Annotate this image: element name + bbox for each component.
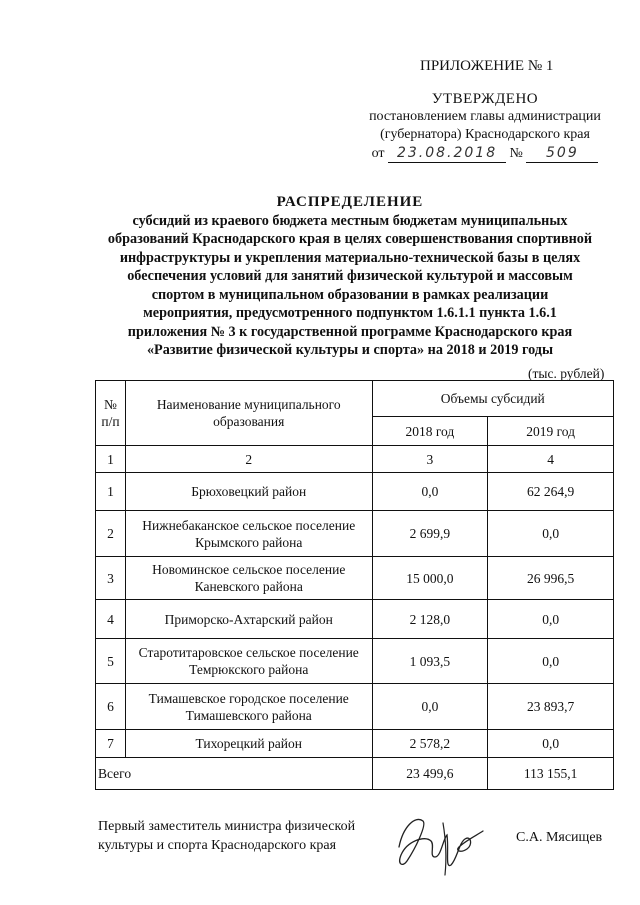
approval-block [355,90,615,163]
header-num: № п/п [96,381,126,446]
row-2019: 26 996,5 [488,557,614,600]
column-number: 1 [96,446,126,473]
row-2019: 23 893,7 [488,684,614,730]
approval-date: 23.08.2018 [388,144,506,163]
column-numbers-row [96,446,614,473]
column-number: 4 [488,446,614,473]
total-label: Всего [96,758,373,790]
approval-line-2: (губернатора) Краснодарского края [380,127,590,142]
row-2018: 0,0 [372,473,488,511]
signatory-position [98,817,355,855]
heading-line: субсидий из краевого бюджета местным бюджетам муниципальных [132,212,568,229]
table-row [96,684,614,730]
heading-line: спортом в муниципальном образовании в рамках реализации [151,286,549,303]
total-2019: 113 155,1 [488,758,614,790]
row-2018: 0,0 [372,684,488,730]
row-2019: 0,0 [488,639,614,684]
handwritten-signature [385,805,495,885]
document-heading [90,193,610,360]
column-number: 3 [372,446,488,473]
position-line-2: культуры и спорта Краснодарского края [98,838,337,853]
approval-number: 509 [526,144,598,163]
row-2018: 2 578,2 [372,730,488,758]
signatory-name: С.А. Мясищев [516,830,603,845]
row-2018: 2 128,0 [372,600,488,639]
row-name: Тихорецкий район [125,730,372,758]
row-2018: 1 093,5 [372,639,488,684]
header-year-2018: 2018 год [372,417,488,446]
total-2018: 23 499,6 [372,758,488,790]
row-name: Новоминское сельское поселение Каневского района [125,557,372,600]
approval-line-1: постановлением главы администрации [369,109,601,124]
column-number: 2 [125,446,372,473]
row-2018: 2 699,9 [372,511,488,557]
heading-line: приложения № 3 к государственной программе Краснодарского края [127,323,573,340]
appendix-label: ПРИЛОЖЕНИЕ № 1 [420,58,554,74]
heading-line: мероприятия, предусмотренного подпунктом 1.6.1.1 пункта 1.6.1 [143,305,557,321]
heading-line: инфраструктуры и укрепления материально-технической базы в целях [119,249,581,266]
table-row [96,639,614,684]
heading-line: «Развитие физической культуры и спорта» на 2018 и 2019 годы [146,342,554,358]
row-2019: 0,0 [488,511,614,557]
heading-line: образований Краснодарского края в целях совершенствования спортивной [107,231,593,247]
header-volumes: Объемы субсидий [372,381,613,417]
row-2018: 15 000,0 [372,557,488,600]
table-row [96,730,614,758]
heading-line: обеспечения условий для занятий физической культурой и массовым [127,268,573,284]
row-name: Тимашевское городское поселение Тимашевского района [125,684,372,730]
unit-note: (тыс. рублей) [528,366,605,381]
row-2019: 0,0 [488,730,614,758]
table-row [96,511,614,557]
number-prefix: № [509,146,523,161]
table-row [96,557,614,600]
approval-title: УТВЕРЖДЕНО [431,91,539,107]
row-2019: 0,0 [488,600,614,639]
row-num: 1 [96,473,126,511]
heading-title: РАСПРЕДЕЛЕНИЕ [276,194,424,210]
row-num: 7 [96,730,126,758]
row-num: 2 [96,511,126,557]
table-row [96,473,614,511]
row-num: 6 [96,684,126,730]
total-row [96,758,614,790]
row-num: 5 [96,639,126,684]
row-name: Нижнебаканское сельское поселение Крымского района [125,511,372,557]
header-name: Наименование муниципального образования [125,381,372,446]
position-line-1: Первый заместитель министра физической [98,819,356,834]
row-name: Приморско-Ахтарский район [125,600,372,639]
subsidy-table [95,380,614,790]
row-name: Старотитаровское сельское поселение Темрюкского района [125,639,372,684]
table-row [96,600,614,639]
approval-date-line [355,144,615,163]
row-num: 3 [96,557,126,600]
row-2019: 62 264,9 [488,473,614,511]
row-name: Брюховецкий район [125,473,372,511]
header-year-2019: 2019 год [488,417,614,446]
row-num: 4 [96,600,126,639]
date-prefix: от [371,146,385,161]
